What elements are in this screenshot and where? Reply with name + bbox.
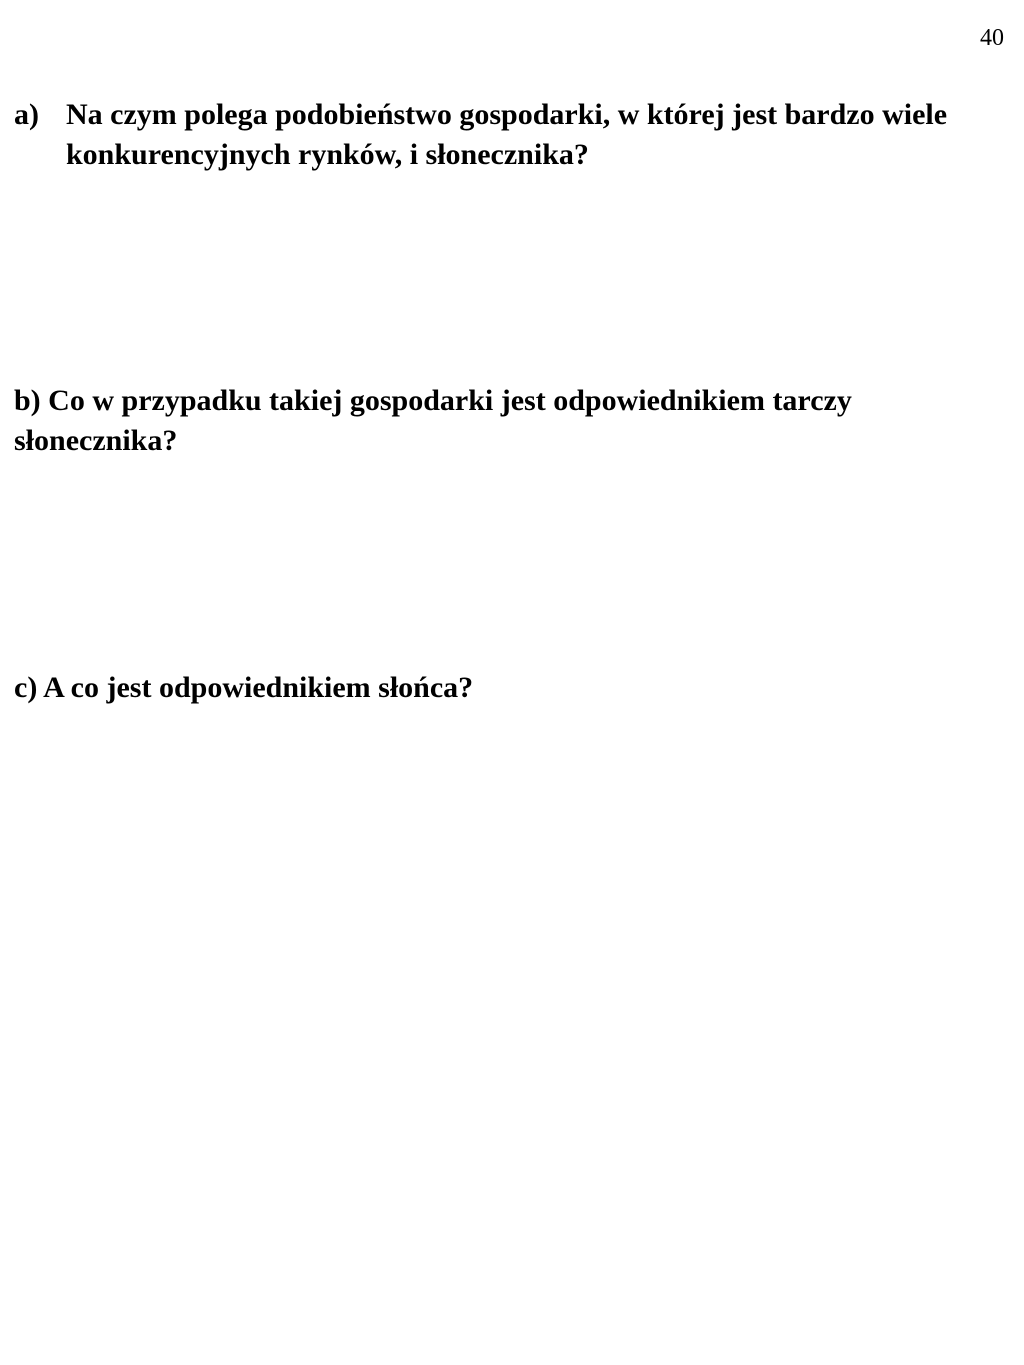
question-b: b) Co w przypadku takiej gospodarki jest odpowiednikiem tarczy słonecznika? bbox=[14, 384, 852, 457]
question-a-text: Na czym polega podobieństwo gospodarki, w której jest bardzo wiele konkurencyjnych rynków, i słonecznika? bbox=[66, 98, 948, 171]
question-c: c) A co jest odpowiednikiem słońca? bbox=[14, 671, 474, 704]
question-a bbox=[14, 95, 1014, 175]
page-number: 40 bbox=[980, 25, 1004, 51]
question-a-marker: a) bbox=[14, 98, 39, 131]
